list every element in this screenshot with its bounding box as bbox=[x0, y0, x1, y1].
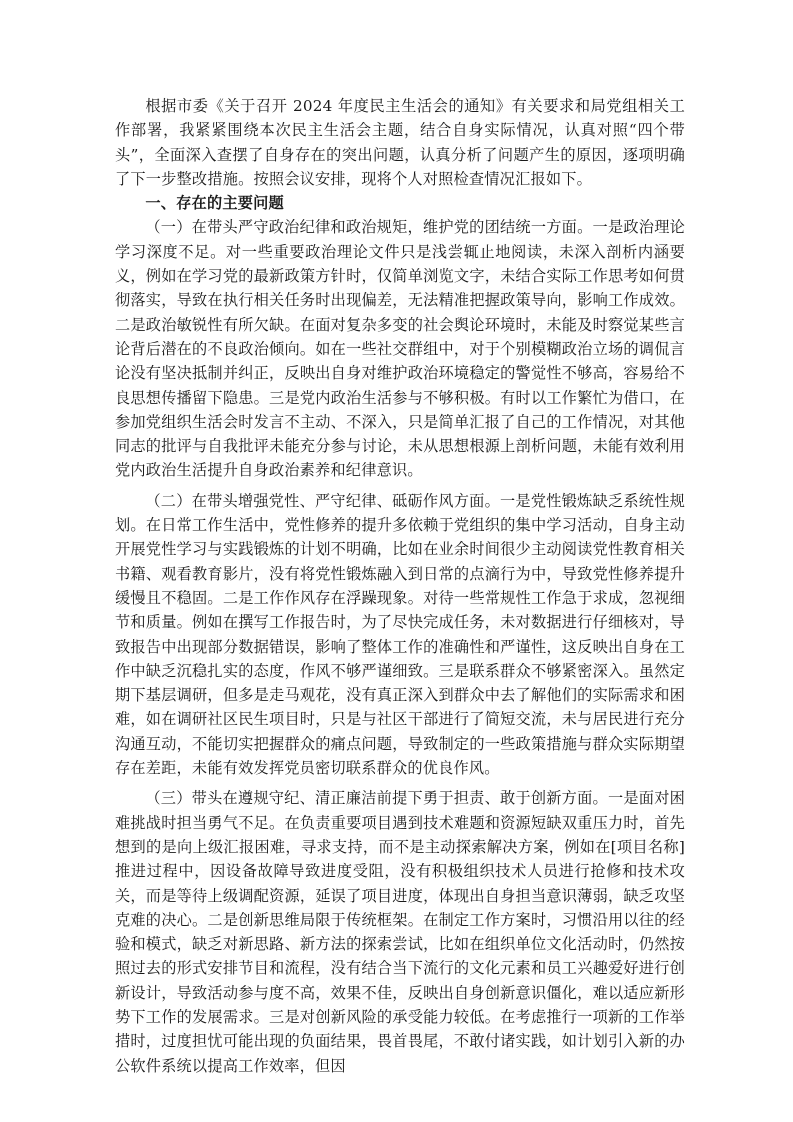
section-heading-main-problems: 一、存在的主要问题 bbox=[145, 194, 284, 213]
problem-item-1: （一）在带头严守政治纪律和政治规矩，维护党的团结统一方面。一是政治理论学习深度不足。对一些重要政治理论文件只是浅尝辄止地阅读，未深入剖析内涵要义，例如在学习党的最新政策方针时，仅简单浏览文字，未结合实际工作思考如何贯彻落实，导致在执行相关任务时出现偏差，无法精准把握政策导向，影响工作成效。二是政治敏锐性有所欠缺。在面对复杂多变的社会舆论环境时，未能及时察觉某些言论背后潜在的不良政治倾向。如在一些社交群组中，对于个别模糊政治立场的调侃言论没有坚决抵制并纠正，反映出自身对维护政治环境稳定的警觉性不够高，容易给不良思想传播留下隐患。三是党内政治生活参与不够积极。有时以工作繁忙为借口，在参加党组织生活会时发言不主动、不深入，只是简单汇报了自己的工作情况，对其他同志的批评与自我批评未能充分参与讨论，未从思想根源上剖析问题，未能有效利用党内政治生活提升自身政治素养和纪律意识。 bbox=[115, 218, 685, 480]
problem-item-2: （二）在带头增强党性、严守纪律、砥砺作风方面。一是党性锻炼缺乏系统性规划。在日常工作生活中，党性修养的提升多依赖于党组织的集中学习活动，自身主动开展党性学习与实践锻炼的计划不明确，比如在业余时间很少主动阅读党性教育相关书籍、观看教育影片，没有将党性锻炼融入到日常的点滴行为中，导致党性修养提升缓慢且不稳固。二是工作作风存在浮躁现象。对待一些常规性工作急于求成，忽视细节和质量。例如在撰写工作报告时，为了尽快完成任务，未对数据进行仔细核对，导致报告中出现部分数据错误，影响了整体工作的准确性和严谨性，这反映出自身在工作中缺乏沉稳扎实的态度，作风不够严谨细致。三是联系群众不够紧密深入。虽然定期下基层调研，但多是走马观花，没有真正深入到群众中去了解他们的实际需求和困难，如在调研社区民生项目时，只是与社区干部进行了简短交流，未与居民进行充分沟通互动，不能切实把握群众的痛点问题，导致制定的一些政策措施与群众实际期望存在差距，未能有效发挥党员密切联系群众的优良作风。 bbox=[115, 491, 685, 778]
problem-item-3: （三）带头在遵规守纪、清正廉洁前提下勇于担责、敢于创新方面。一是面对困难挑战时担当勇气不足。在负责重要项目遇到技术难题和资源短缺双重压力时，首先想到的是向上级汇报困难，寻求支持，而不是主动探索解决方案，例如在[项目名称]推进过程中，因设备故障导致进度受阻，没有积极组织技术人员进行抢修和技术攻关，而是等待上级调配资源，延误了项目进度，体现出自身担当意识薄弱，缺乏攻坚克难的决心。二是创新思维局限于传统框架。在制定工作方案时，习惯沿用以往的经验和模式，缺乏对新思路、新方法的探索尝试，比如在组织单位文化活动时，仍然按照过去的形式安排节目和流程，没有结合当下流行的文化元素和员工兴趣爱好进行创新设计，导致活动参与度不高，效果不佳，反映出自身创新意识僵化，难以适应新形势下工作的发展需求。三是对创新风险的承受能力较低。在考虑推行一项新的工作举措时，过度担忧可能出现的负面结果，畏首畏尾，不敢付诸实践，如计划引入新的办公软件系统以提高工作效率，但因 bbox=[115, 789, 685, 1075]
document-body bbox=[115, 94, 685, 1078]
intro-paragraph: 根据市委《关于召开 2024 年度民主生活会的通知》有关要求和局党组相关工作部署，我紧紧围绕本次民主生活会主题，结合自身实际情况，认真对照“四个带头”，全面深入查摆了自身存在的突出问题，认真分析了问题产生的原因，逐项明确了下一步整改措施。按照会议安排，现将个人对照检查情况汇报如下。 bbox=[115, 97, 685, 188]
